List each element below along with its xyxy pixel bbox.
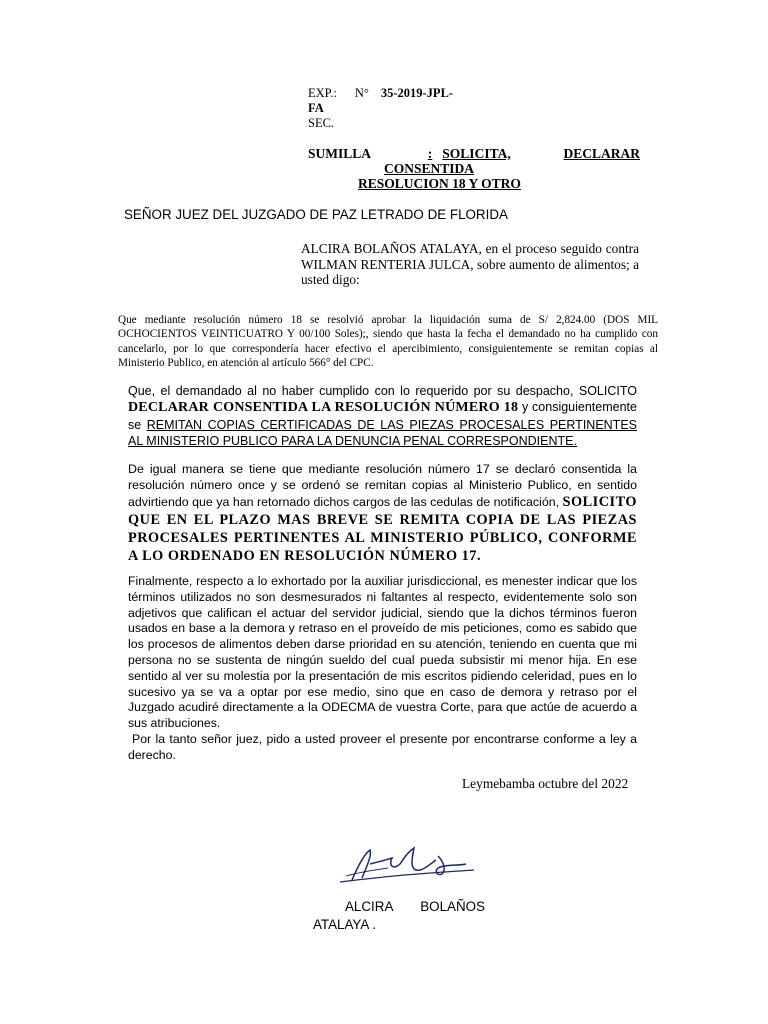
signature-image xyxy=(334,842,484,893)
sumilla-consentida: CONSENTIDA xyxy=(384,161,475,176)
intro-paragraph: ALCIRA BOLAÑOS ATALAYA, en el proceso seguido contra WILMAN RENTERIA JULCA, sobre aumento de alimentos; a usted digo: xyxy=(301,241,639,287)
paragraph-solicito-consentida: Que, el demandado al no haber cumplido con lo requerido por su despacho, SOLICITO DECLARAR CONSENTIDA LA RESOLUCIÓN NÚMERO 18 y consiguientemente se REMITAN COPIAS CERTIFICADAS DE LAS PIEZAS PROCESALES PERTINENTES AL MINISTERIO PUBLICO PARA LA DENUNCIA PENAL CORRESPONDIENTE. xyxy=(128,384,637,449)
signature-first-name: ALCIRA xyxy=(345,899,394,914)
closing-request: Por la tanto señor juez, pido a usted proveer el presente por encontrarse conforme a ley a derecho. xyxy=(128,731,637,762)
exp-label: EXP.: xyxy=(308,86,337,100)
bold-declarar-consentida: DECLARAR CONSENTIDA LA RESOLUCIÓN NÚMERO 18 xyxy=(128,400,519,416)
date-line: Leymebamba octubre del 2022 xyxy=(462,776,629,791)
signature-name xyxy=(313,898,485,934)
signature-trail: . xyxy=(372,917,377,932)
case-header xyxy=(308,86,453,131)
underlined-remitan-copias: REMITAN COPIAS CERTIFICADAS DE LAS PIEZAS PROCESALES PERTINENTES AL MINISTERIO PUBLICO PARA LA DENUNCIA PENAL CORRESPONDIENTE. xyxy=(128,417,637,449)
exp-number: 35-2019-JPL- xyxy=(380,86,454,100)
num-label: N° xyxy=(354,86,369,100)
sumilla-resolucion: RESOLUCION 18 Y OTRO xyxy=(358,176,521,191)
sumilla-label: SUMILLA xyxy=(308,146,372,161)
signature-middle-name: BOLAÑOS xyxy=(420,899,485,914)
sumilla-block xyxy=(308,146,640,191)
paragraph-finalmente: Finalmente, respecto a lo exhortado por la auxiliar jurisdiccional, es menester indicar que los términos utilizados no son desmesurados ni faltantes al respecto, evidentemente solo son adjetivos que califican el actuar del servidor judicial, siendo que la dichos términos fueron usados en base a la demora y retraso en el proveído de mis peticiones, como es sabido que los procesos de alimentos deben darse prioridad en su atención, teniendo en cuenta que mi persona no se sustenta de ningún sueldo del cual pueda subsistir mi menor hija. En ese sentido al ver su molestia por la presentación de mis escritos pidiendo celeridad, pues en lo sucesivo ya se va a optar por ese medio, sino que en caso de demora y retraso por el Juzgado acudiré directamente a la ODECMA de vuestra Corte, para que actúe de acuerdo a sus atribuciones. Por la tanto señor juez, pido a usted proveer el presente por encontrarse conforme a ley a derecho. xyxy=(128,574,637,762)
paragraph-resolucion-17: De igual manera se tiene que mediante resolución número 17 se declaró consentida la resolución número once y se ordenó se remitan copias al Ministerio Publico, en sentido advirtiendo que ya han retornado dichos cargos de las cedulas de notificación, SOLICITO QUE EN EL PLAZO MAS BREVE SE REMITA COPIA DE LAS PIEZAS PROCESALES PERTINENTES AL MINISTERIO PÚBLICO, CONFORME A LO ORDENADO EN RESOLUCIÓN NÚMERO 17. xyxy=(128,462,637,565)
sumilla-declarar: DECLARAR xyxy=(563,146,640,161)
paragraph-liquidacion: Que mediante resolución número 18 se resolvió aprobar la liquidación suma de S/ 2,824.00 (DOS MIL OCHOCIENTOS VEINTICUATRO Y 00/100 Soles);, siendo que hasta la fecha el demandado no ha cumplido con cancelarlo, por lo que correspondería hacer efectivo el apercibimiento, consiguientemente se remitan copias al Ministerio Publico, en atención al artículo 566° del CPC. xyxy=(118,314,658,370)
bold-solicito-remita: SOLICITO QUE EN EL PLAZO MAS BREVE SE REMITA COPIA DE LAS PIEZAS PROCESALES PERTINENTES AL MINISTERIO PÚBLICO, CONFORME A LO ORDENADO EN RESOLUCIÓN NÚMERO 17. xyxy=(128,494,637,565)
addressee-line: SEÑOR JUEZ DEL JUZGADO DE PAZ LETRADO DE FLORIDA xyxy=(124,207,508,222)
sec-label: SEC. xyxy=(308,116,335,130)
sumilla-solicita: : SOLICITA, xyxy=(427,146,511,161)
signature-last-name: ATALAYA xyxy=(313,917,369,932)
exp-suffix: FA xyxy=(308,101,324,115)
